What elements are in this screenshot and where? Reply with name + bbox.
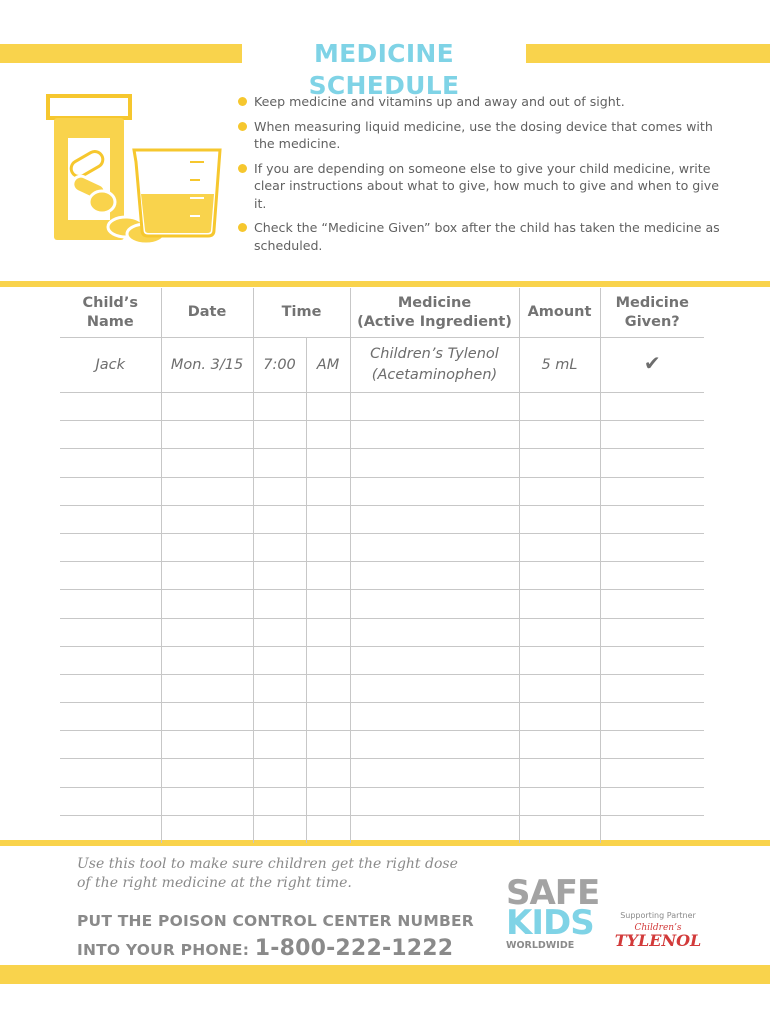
date-cell[interactable] [161, 590, 253, 618]
blank-schedule-row [60, 759, 704, 787]
amount-cell[interactable] [519, 393, 600, 421]
time-cell[interactable] [253, 618, 306, 646]
medicine-cell[interactable] [350, 646, 519, 674]
header-amount: Amount [519, 288, 600, 338]
date-cell[interactable] [161, 703, 253, 731]
amount-cell[interactable] [519, 421, 600, 449]
header-child-name: Child’s Name [60, 288, 161, 338]
amount-cell[interactable] [519, 618, 600, 646]
partner-label: Supporting Partner [620, 911, 696, 920]
medicine-cell[interactable] [350, 674, 519, 702]
date-cell[interactable] [161, 731, 253, 759]
child-name-cell[interactable] [60, 759, 161, 787]
medicine-illustration [40, 90, 240, 250]
child-name-cell[interactable] [60, 590, 161, 618]
am-pm-cell[interactable] [306, 533, 350, 561]
medicine-cell[interactable] [350, 449, 519, 477]
example-medicine: Children’s Tylenol (Acetaminophen) [350, 338, 519, 393]
bullet-dot-icon [238, 97, 247, 106]
page-title: MEDICINE SCHEDULE [248, 38, 520, 70]
child-name-cell[interactable] [60, 618, 161, 646]
child-name-cell[interactable] [60, 533, 161, 561]
am-pm-cell[interactable] [306, 505, 350, 533]
blank-schedule-row [60, 618, 704, 646]
am-pm-cell[interactable] [306, 562, 350, 590]
am-pm-cell[interactable] [306, 674, 350, 702]
am-pm-cell[interactable] [306, 703, 350, 731]
tip-text: Keep medicine and vitamins up and away and out of sight. [254, 94, 625, 109]
safety-tips-list [236, 93, 726, 261]
bottom-banner-bar [0, 965, 770, 984]
given-cell[interactable] [600, 505, 704, 533]
amount-cell[interactable] [519, 477, 600, 505]
time-cell[interactable] [253, 562, 306, 590]
poison-control-callout [77, 908, 474, 964]
am-pm-cell[interactable] [306, 646, 350, 674]
date-cell[interactable] [161, 815, 253, 843]
amount-cell[interactable] [519, 449, 600, 477]
table-top-bar [0, 281, 770, 287]
medicine-cell[interactable] [350, 590, 519, 618]
measuring-cup-icon [134, 150, 220, 236]
child-name-cell[interactable] [60, 646, 161, 674]
child-name-cell[interactable] [60, 562, 161, 590]
date-cell[interactable] [161, 674, 253, 702]
date-cell[interactable] [161, 421, 253, 449]
bullet-dot-icon [238, 223, 247, 232]
header-medicine: Medicine (Active Ingredient) [350, 288, 519, 338]
medicine-cell[interactable] [350, 477, 519, 505]
child-name-cell[interactable] [60, 421, 161, 449]
tip-item [236, 118, 726, 153]
time-cell[interactable] [253, 815, 306, 843]
child-name-cell[interactable] [60, 393, 161, 421]
medicine-cell[interactable] [350, 815, 519, 843]
time-cell[interactable] [253, 731, 306, 759]
medicine-cell[interactable] [350, 421, 519, 449]
time-cell[interactable] [253, 421, 306, 449]
top-banner-bar-right [526, 44, 770, 63]
child-name-cell[interactable] [60, 731, 161, 759]
given-cell[interactable] [600, 646, 704, 674]
date-cell[interactable] [161, 449, 253, 477]
child-name-cell[interactable] [60, 505, 161, 533]
given-cell[interactable] [600, 815, 704, 843]
blank-schedule-row [60, 815, 704, 843]
amount-cell[interactable] [519, 646, 600, 674]
medicine-cell[interactable] [350, 618, 519, 646]
am-pm-cell[interactable] [306, 393, 350, 421]
child-name-cell[interactable] [60, 449, 161, 477]
example-am-pm: AM [306, 338, 350, 393]
given-cell[interactable] [600, 421, 704, 449]
poison-line-1: PUT THE POISON CONTROL CENTER NUMBER [77, 912, 474, 930]
tip-item [236, 93, 726, 111]
amount-cell[interactable] [519, 731, 600, 759]
amount-cell[interactable] [519, 590, 600, 618]
example-row [60, 338, 704, 393]
supporting-partner-logo [612, 911, 704, 949]
time-cell[interactable] [253, 787, 306, 815]
table-header-row [60, 288, 704, 338]
amount-cell[interactable] [519, 703, 600, 731]
blank-schedule-row [60, 505, 704, 533]
poison-phone-number: 1-800-222-1222 [254, 936, 454, 961]
given-cell[interactable] [600, 703, 704, 731]
date-cell[interactable] [161, 533, 253, 561]
blank-schedule-row [60, 590, 704, 618]
safe-kids-logo: SAFE KIDS WORLDWIDE [506, 873, 600, 951]
amount-cell[interactable] [519, 505, 600, 533]
date-cell[interactable] [161, 759, 253, 787]
date-cell[interactable] [161, 646, 253, 674]
child-name-cell[interactable] [60, 674, 161, 702]
tip-item [236, 160, 726, 213]
time-cell[interactable] [253, 703, 306, 731]
am-pm-cell[interactable] [306, 449, 350, 477]
partner-brand-small: Children’s [634, 923, 682, 933]
blank-schedule-row [60, 674, 704, 702]
given-cell[interactable] [600, 759, 704, 787]
given-cell[interactable] [600, 787, 704, 815]
time-cell[interactable] [253, 393, 306, 421]
tip-text: When measuring liquid medicine, use the dosing device that comes with the medicine. [254, 118, 713, 151]
example-amount: 5 mL [519, 338, 600, 393]
given-cell[interactable] [600, 674, 704, 702]
date-cell[interactable] [161, 787, 253, 815]
amount-cell[interactable] [519, 674, 600, 702]
blank-schedule-row [60, 703, 704, 731]
medicine-cell[interactable] [350, 393, 519, 421]
time-cell[interactable] [253, 449, 306, 477]
child-name-cell[interactable] [60, 477, 161, 505]
date-cell[interactable] [161, 477, 253, 505]
time-cell[interactable] [253, 674, 306, 702]
amount-cell[interactable] [519, 759, 600, 787]
blank-schedule-row [60, 449, 704, 477]
time-cell[interactable] [253, 646, 306, 674]
date-cell[interactable] [161, 505, 253, 533]
tip-text: If you are depending on someone else to give your child medicine, write clear instructions about what to give, how much to give and when to give it. [254, 160, 719, 211]
blank-schedule-row [60, 421, 704, 449]
child-name-cell[interactable] [60, 787, 161, 815]
checkmark-icon: ✔ [643, 351, 661, 375]
given-cell[interactable] [600, 731, 704, 759]
am-pm-cell[interactable] [306, 618, 350, 646]
tip-item [236, 219, 726, 254]
child-name-cell[interactable] [60, 815, 161, 843]
time-cell[interactable] [253, 505, 306, 533]
poison-line-2: INTO YOUR PHONE: [77, 941, 250, 959]
time-cell[interactable] [253, 533, 306, 561]
blank-schedule-row [60, 787, 704, 815]
time-cell[interactable] [253, 759, 306, 787]
given-cell[interactable] [600, 449, 704, 477]
tip-text: Check the “Medicine Given” box after the child has taken the medicine as scheduled. [254, 220, 720, 253]
blank-schedule-row [60, 477, 704, 505]
footer-note: Use this tool to make sure children get the right dose of the right medicine at the right time. [77, 856, 458, 891]
medicine-cell[interactable] [350, 759, 519, 787]
blank-schedule-row [60, 646, 704, 674]
given-cell[interactable] [600, 562, 704, 590]
bullet-dot-icon [238, 122, 247, 131]
header-medicine-given: Medicine Given? [600, 288, 704, 338]
am-pm-cell[interactable] [306, 477, 350, 505]
amount-cell[interactable] [519, 787, 600, 815]
child-name-cell[interactable] [60, 703, 161, 731]
date-cell[interactable] [161, 393, 253, 421]
blank-schedule-row [60, 393, 704, 421]
medicine-cell[interactable] [350, 562, 519, 590]
example-time: 7:00 [253, 338, 306, 393]
am-pm-cell[interactable] [306, 815, 350, 843]
time-cell[interactable] [253, 590, 306, 618]
given-cell[interactable] [600, 618, 704, 646]
given-cell[interactable] [600, 590, 704, 618]
medicine-cell[interactable] [350, 533, 519, 561]
medicine-cell[interactable] [350, 505, 519, 533]
am-pm-cell[interactable] [306, 731, 350, 759]
medicine-cell[interactable] [350, 787, 519, 815]
blank-schedule-row [60, 533, 704, 561]
amount-cell[interactable] [519, 815, 600, 843]
bullet-dot-icon [238, 164, 247, 173]
header-date: Date [161, 288, 253, 338]
blank-schedule-row [60, 731, 704, 759]
blank-schedule-row [60, 562, 704, 590]
partner-brand: TYLENOL [614, 931, 702, 950]
medicine-cell[interactable] [350, 731, 519, 759]
am-pm-cell[interactable] [306, 759, 350, 787]
header-time: Time [253, 288, 350, 338]
example-date: Mon. 3/15 [161, 338, 253, 393]
am-pm-cell[interactable] [306, 787, 350, 815]
date-cell[interactable] [161, 618, 253, 646]
medicine-cell[interactable] [350, 703, 519, 731]
am-pm-cell[interactable] [306, 590, 350, 618]
date-cell[interactable] [161, 562, 253, 590]
given-cell[interactable] [600, 533, 704, 561]
time-cell[interactable] [253, 477, 306, 505]
given-cell[interactable] [600, 393, 704, 421]
amount-cell[interactable] [519, 562, 600, 590]
example-given-check [600, 338, 704, 393]
am-pm-cell[interactable] [306, 421, 350, 449]
given-cell[interactable] [600, 477, 704, 505]
example-child-name: Jack [60, 338, 161, 393]
medicine-schedule-table [60, 288, 704, 843]
amount-cell[interactable] [519, 533, 600, 561]
top-banner-bar-left [0, 44, 242, 63]
